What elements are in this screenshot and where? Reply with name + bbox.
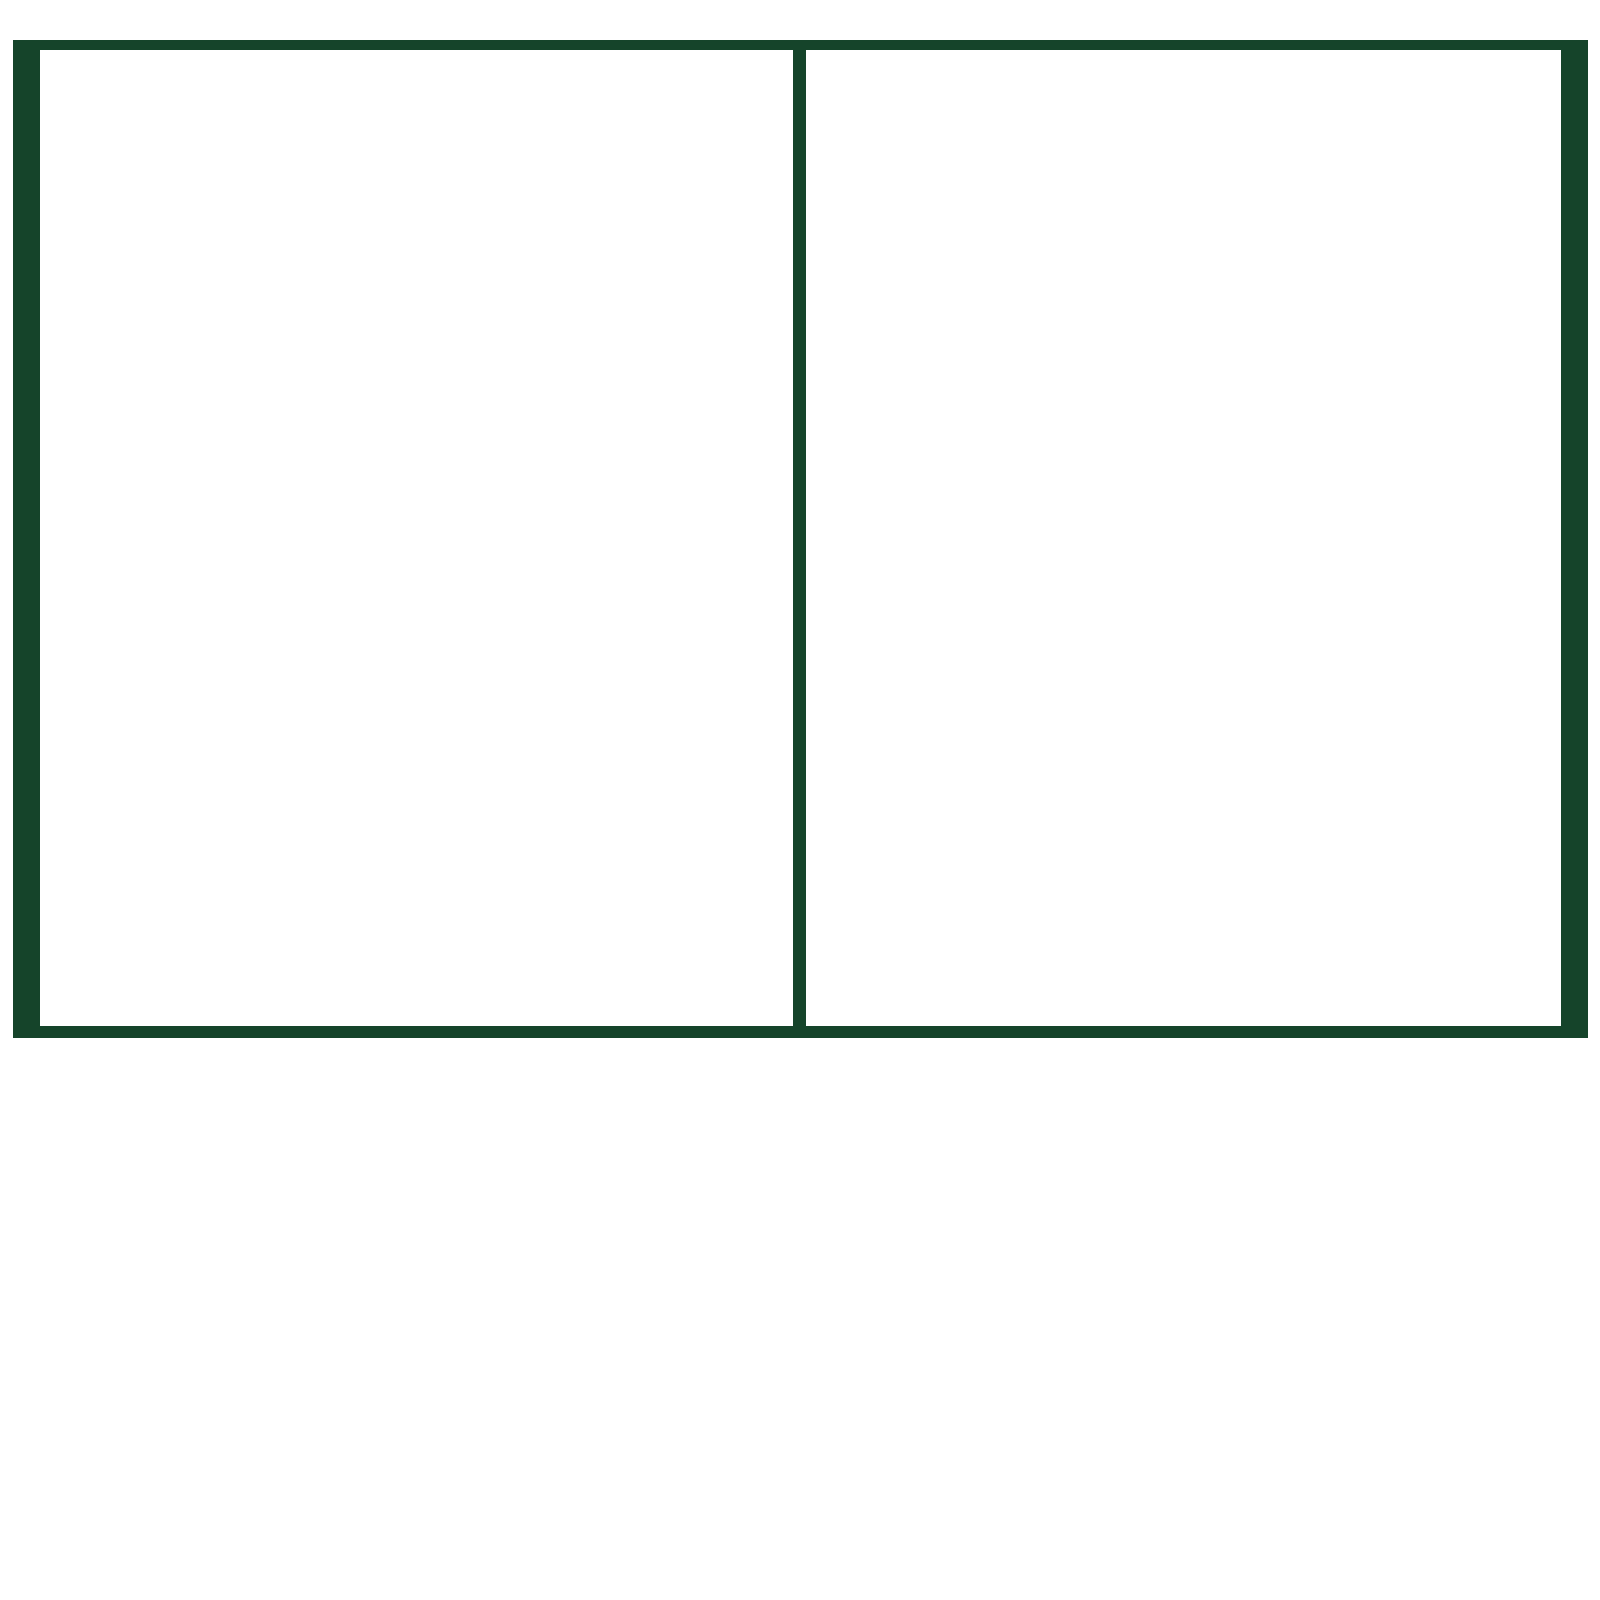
right-page (806, 50, 1561, 1026)
left-page (40, 50, 793, 1026)
